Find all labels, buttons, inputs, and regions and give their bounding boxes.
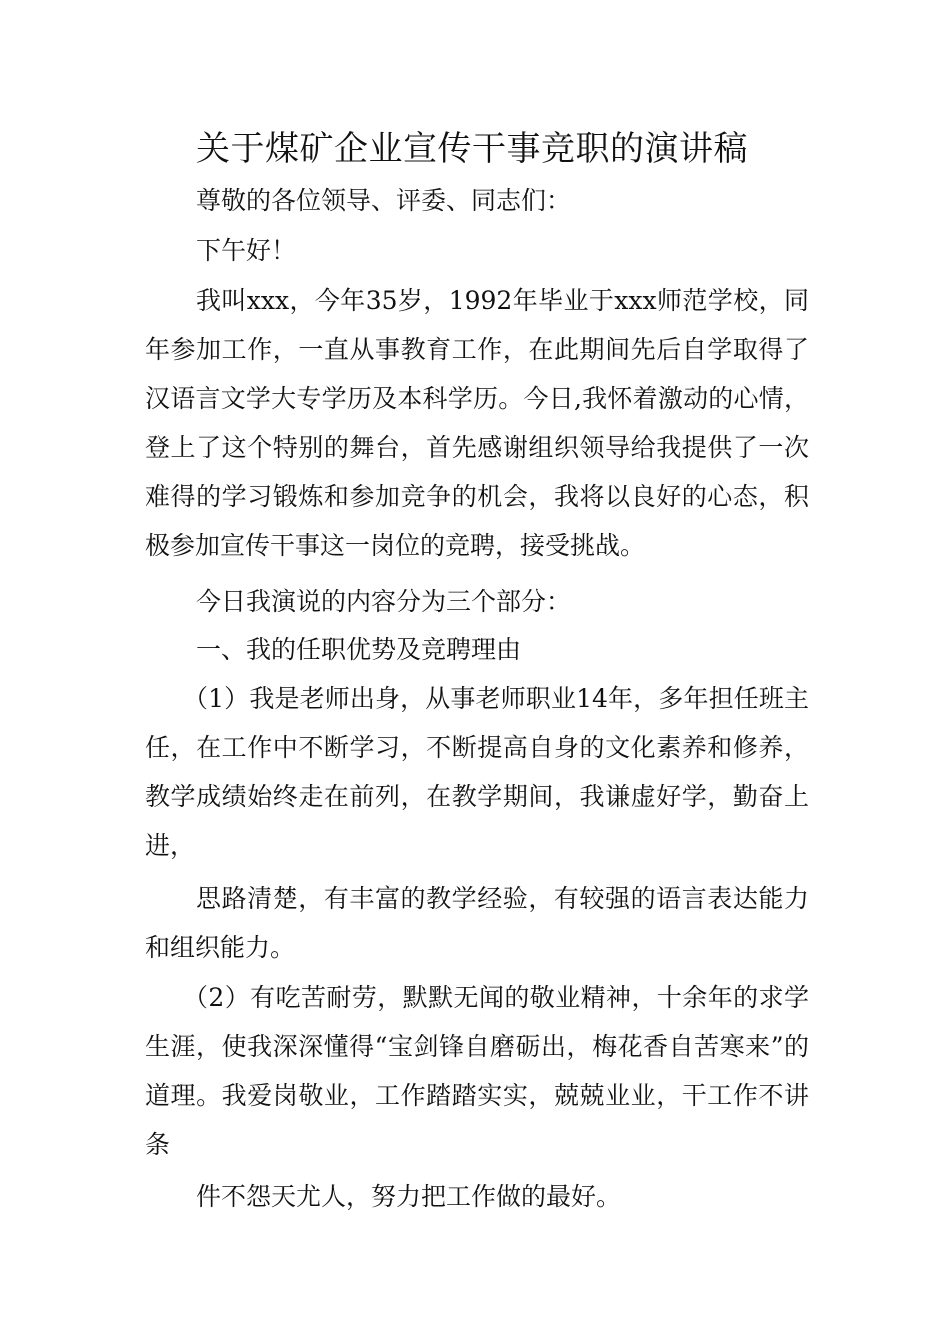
section-heading: 一、我的任职优势及竞聘理由 xyxy=(196,635,522,664)
point-2-continuation: 件不怨天尤人，努力把工作做的最好。 xyxy=(196,1182,622,1211)
point-1-paragraph: （1）我是老师出身，从事老师职业14年，多年担任班主任，在工作中不断学习，不断提高自身的文化素养和修养，教学成绩始终走在前列，在教学期间，我谦虚好学，勤奋上进， xyxy=(145,684,809,860)
point-1-continuation: 思路清楚，有丰富的教学经验，有较强的语言表达能力和组织能力。 xyxy=(145,884,809,962)
outline-paragraph: 今日我演说的内容分为三个部分： xyxy=(196,587,572,616)
greeting-paragraph: 下午好！ xyxy=(196,236,297,265)
point-2-paragraph: （2）有吃苦耐劳，默默无闻的敬业精神，十余年的求学生涯，使我深深懂得“宝剑锋自磨砺出，梅花香自苦寒来”的道理。我爱岗敬业，工作踏踏实实，兢兢业业，干工作不讲条 xyxy=(145,983,809,1159)
salutation-paragraph: 尊敬的各位领导、评委、同志们： xyxy=(196,186,572,215)
introduction-paragraph: 我叫xxx，今年35岁，1992年毕业于xxx师范学校，同年参加工作，一直从事教育工作，在此期间先后自学取得了汉语言文学大专学历及本科学历。今日,我怀着激动的心情，登上了这个特别的舞台，首先感谢组织领导给我提供了一次难得的学习锻炼和参加竞争的机会，我将以良好的心态，积极参加宣传干事这一岗位的竞聘，接受挑战。 xyxy=(145,286,809,560)
document-title: 关于煤矿企业宣传干事竞职的演讲稿 xyxy=(196,129,748,169)
